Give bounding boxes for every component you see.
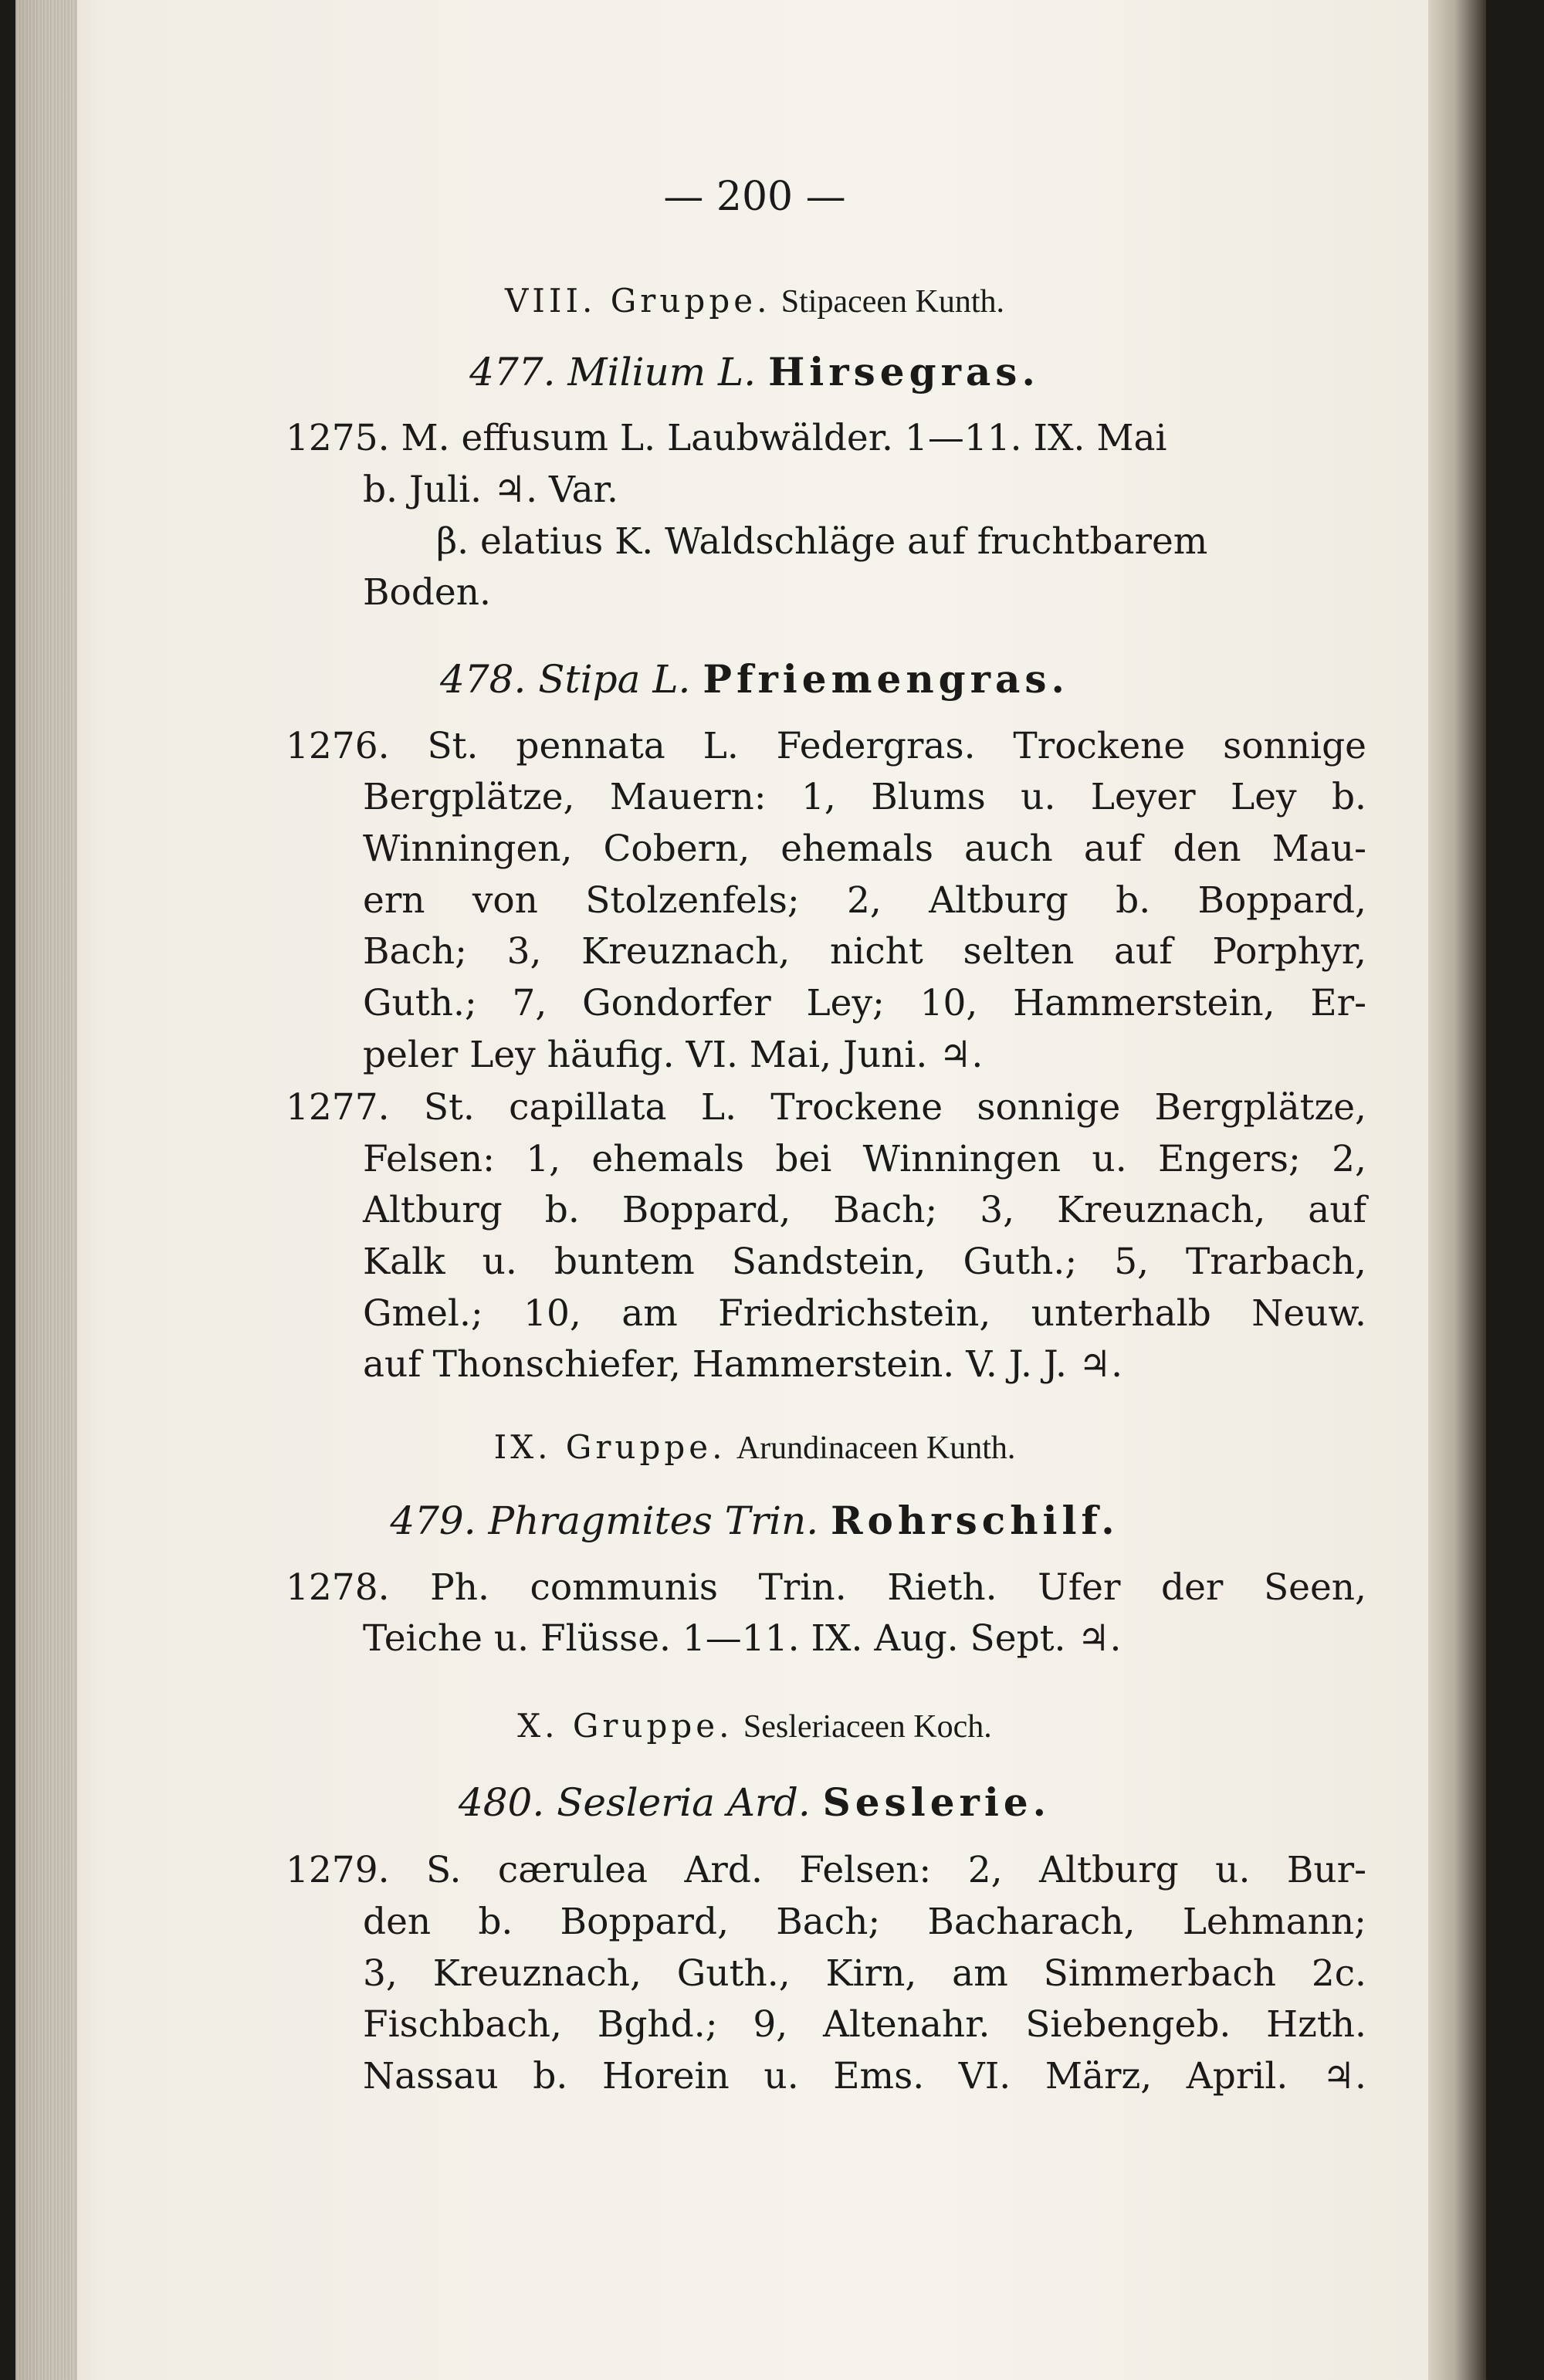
genus-479-heading [0,1498,1509,1544]
entry-1275-line-2: b. Juli. ♃. Var. [363,469,618,511]
genus-latin: Phragmites Trin. [488,1498,819,1543]
entry-1279-line-3: 3, Kreuznach, Guth., Kirn, am Simmerbach 2c. [363,1952,1366,1995]
entry-1277-line-6: auf Thonschiefer, Hammerstein. V. J. J. ♃. [363,1343,1123,1386]
entry-1276-line-5: Bach; 3, Kreuznach, nicht selten auf Porphyr, [363,930,1366,973]
entry-1275-line-3: β. elatius K. Waldschläge auf fruchtbarem [436,520,1208,563]
entry-1276-line-7: peler Ley häufig. VI. Mai, Juni. ♃. [363,1034,984,1076]
entry-1279-line-5: Nassau b. Horein u. Ems. VI. März, April. ♃. [363,2055,1366,2097]
entry-1276-line-1: 1276. St. pennata L. Federgras. Trockene sonnige [286,725,1366,767]
entry-1278-line-2: Teiche u. Flüsse. 1—11. IX. Aug. Sept. ♃. [363,1617,1122,1660]
entry-1277-line-2: Felsen: 1, ehemals bei Winningen u. Engers; 2, [363,1138,1366,1180]
entry-1275-line-4: Boden. [363,571,491,614]
group-10-heading [0,1703,1509,1750]
genus-number: 479. [390,1498,476,1543]
entry-1277-line-4: Kalk u. buntem Sandstein, Guth.; 5, Trarbach, [363,1241,1366,1283]
entry-1277-line-1: 1277. St. capillata L. Trockene sonnige Bergplätze, [286,1086,1366,1129]
genus-number: 477. [469,350,556,394]
entry-1278-line-1: 1278. Ph. communis Trin. Rieth. Ufer der Seen, [286,1566,1366,1609]
family-name: Sesleriaceen Koch. [743,1709,992,1745]
genus-latin: Milium L. [567,350,757,394]
genus-480-heading [0,1779,1509,1826]
genus-german: Hirsegras. [768,349,1040,394]
genus-german: Pfriemengras. [703,656,1069,702]
entry-1275-line-1: 1275. M. effusum L. Laubwälder. 1—11. IX. Mai [286,417,1167,459]
entry-1277-line-3: Altburg b. Boppard, Bach; 3, Kreuznach, auf [363,1189,1366,1231]
group-8-heading [0,278,1509,325]
group-label: IX. Gruppe. [493,1428,726,1466]
entry-1277-line-5: Gmel.; 10, am Friedrichstein, unterhalb Neuw. [363,1292,1366,1335]
entry-1276-line-4: ern von Stolzenfels; 2, Altburg b. Boppard, [363,879,1366,922]
entry-1279-line-1: 1279. S. cærulea Ard. Felsen: 2, Altburg u. Bur- [286,1849,1366,1891]
genus-german: Seslerie. [822,1779,1051,1825]
genus-latin: Stipa L. [538,657,691,702]
entry-1276-line-2: Bergplätze, Mauern: 1, Blums u. Leyer Ley b. [363,776,1366,818]
genus-478-heading [0,656,1509,702]
group-label: VIII. Gruppe. [504,282,771,320]
family-name: Stipaceen Kunth. [780,284,1005,320]
entry-1279-line-4: Fischbach, Bghd.; 9, Altenahr. Siebengeb. Hzth. [363,2003,1366,2046]
entry-1279-line-2: den b. Boppard, Bach; Bacharach, Lehmann; [363,1901,1366,1943]
entry-1276-line-6: Guth.; 7, Gondorfer Ley; 10, Hammerstein, Er- [363,982,1366,1024]
group-label: X. Gruppe. [517,1707,733,1745]
genus-latin: Sesleria Ard. [557,1780,811,1825]
group-9-heading [0,1424,1509,1471]
page-number: — 200 — [663,174,846,220]
genus-number: 480. [458,1780,545,1825]
family-name: Arundinaceen Kunth. [736,1430,1016,1466]
entry-1276-line-3: Winningen, Cobern, ehemals auch auf den Mau- [363,828,1366,870]
genus-number: 478. [440,657,527,702]
genus-477-heading [0,349,1509,395]
genus-german: Rohrschilf. [831,1498,1119,1543]
